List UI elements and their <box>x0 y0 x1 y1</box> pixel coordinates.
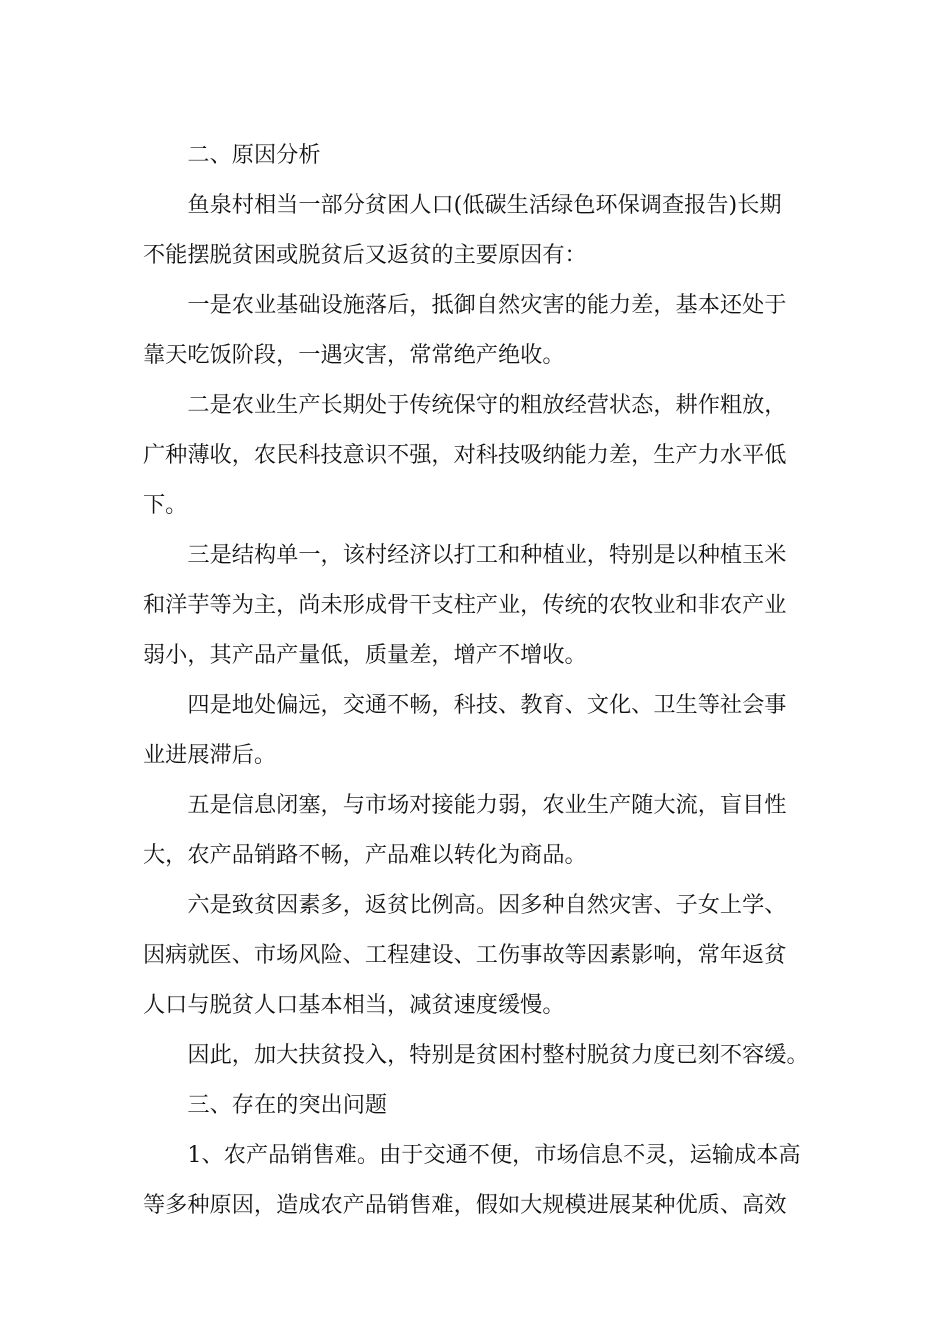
text-line: 1、农产品销售难。由于交通不便，市场信息不灵，运输成本高 <box>187 1142 801 1168</box>
text-line: 广种薄收，农民科技意识不强，对科技吸纳能力差，生产力水平低 <box>143 442 787 468</box>
text-line: 因病就医、市场风险、工程建设、工伤事故等因素影响，常年返贫 <box>143 942 787 968</box>
text-line: 靠天吃饭阶段，一遇灾害，常常绝产绝收。 <box>143 342 565 368</box>
paragraph-reason-1 <box>143 280 810 380</box>
text-line: 下。 <box>143 492 188 518</box>
text-line: 业进展滞后。 <box>143 742 277 768</box>
text-line: 人口与脱贫人口基本相当，减贫速度缓慢。 <box>143 992 565 1018</box>
text-line: 二是农业生产长期处于传统保守的粗放经营状态，耕作粗放， <box>187 392 787 418</box>
paragraph-reason-3 <box>143 530 810 680</box>
text-line: 四是地处偏远，交通不畅，科技、教育、文化、卫生等社会事 <box>187 692 787 718</box>
section-heading-cause-analysis <box>143 130 810 180</box>
text-line: 弱小，其产品产量低，质量差，增产不增收。 <box>143 642 587 668</box>
paragraph-conclusion <box>143 1030 810 1080</box>
section-heading-problems <box>143 1080 810 1130</box>
text-line: 六是致贫因素多，返贫比例高。因多种自然灾害、子女上学、 <box>187 892 787 918</box>
paragraph-intro <box>143 180 810 280</box>
paragraph-reason-5 <box>143 780 810 880</box>
text-line: 鱼泉村相当一部分贫困人口(低碳生活绿色环保调查报告)长期 <box>187 192 782 218</box>
text-line: 三是结构单一，该村经济以打工和种植业，特别是以种植玉米 <box>187 542 787 568</box>
paragraph-problem-1 <box>143 1130 810 1230</box>
text-line: 不能摆脱贫困或脱贫后又返贫的主要原因有： <box>143 242 587 268</box>
text-line: 因此，加大扶贫投入，特别是贫困村整村脱贫力度已刻不容缓。 <box>187 1042 809 1068</box>
document-body <box>143 130 810 1230</box>
text-line: 一是农业基础设施落后，抵御自然灾害的能力差，基本还处于 <box>187 292 787 318</box>
paragraph-reason-4 <box>143 680 810 780</box>
paragraph-reason-6 <box>143 880 810 1030</box>
text-line: 三、存在的突出问题 <box>187 1092 388 1118</box>
text-line: 五是信息闭塞，与市场对接能力弱，农业生产随大流，盲目性 <box>187 792 787 818</box>
text-line: 二、原因分析 <box>187 142 321 168</box>
text-line: 等多种原因，造成农产品销售难，假如大规模进展某种优质、高效 <box>143 1192 787 1218</box>
text-line: 大，农产品销路不畅，产品难以转化为商品。 <box>143 842 587 868</box>
paragraph-reason-2 <box>143 380 810 530</box>
text-line: 和洋芋等为主，尚未形成骨干支柱产业，传统的农牧业和非农产业 <box>143 592 787 618</box>
